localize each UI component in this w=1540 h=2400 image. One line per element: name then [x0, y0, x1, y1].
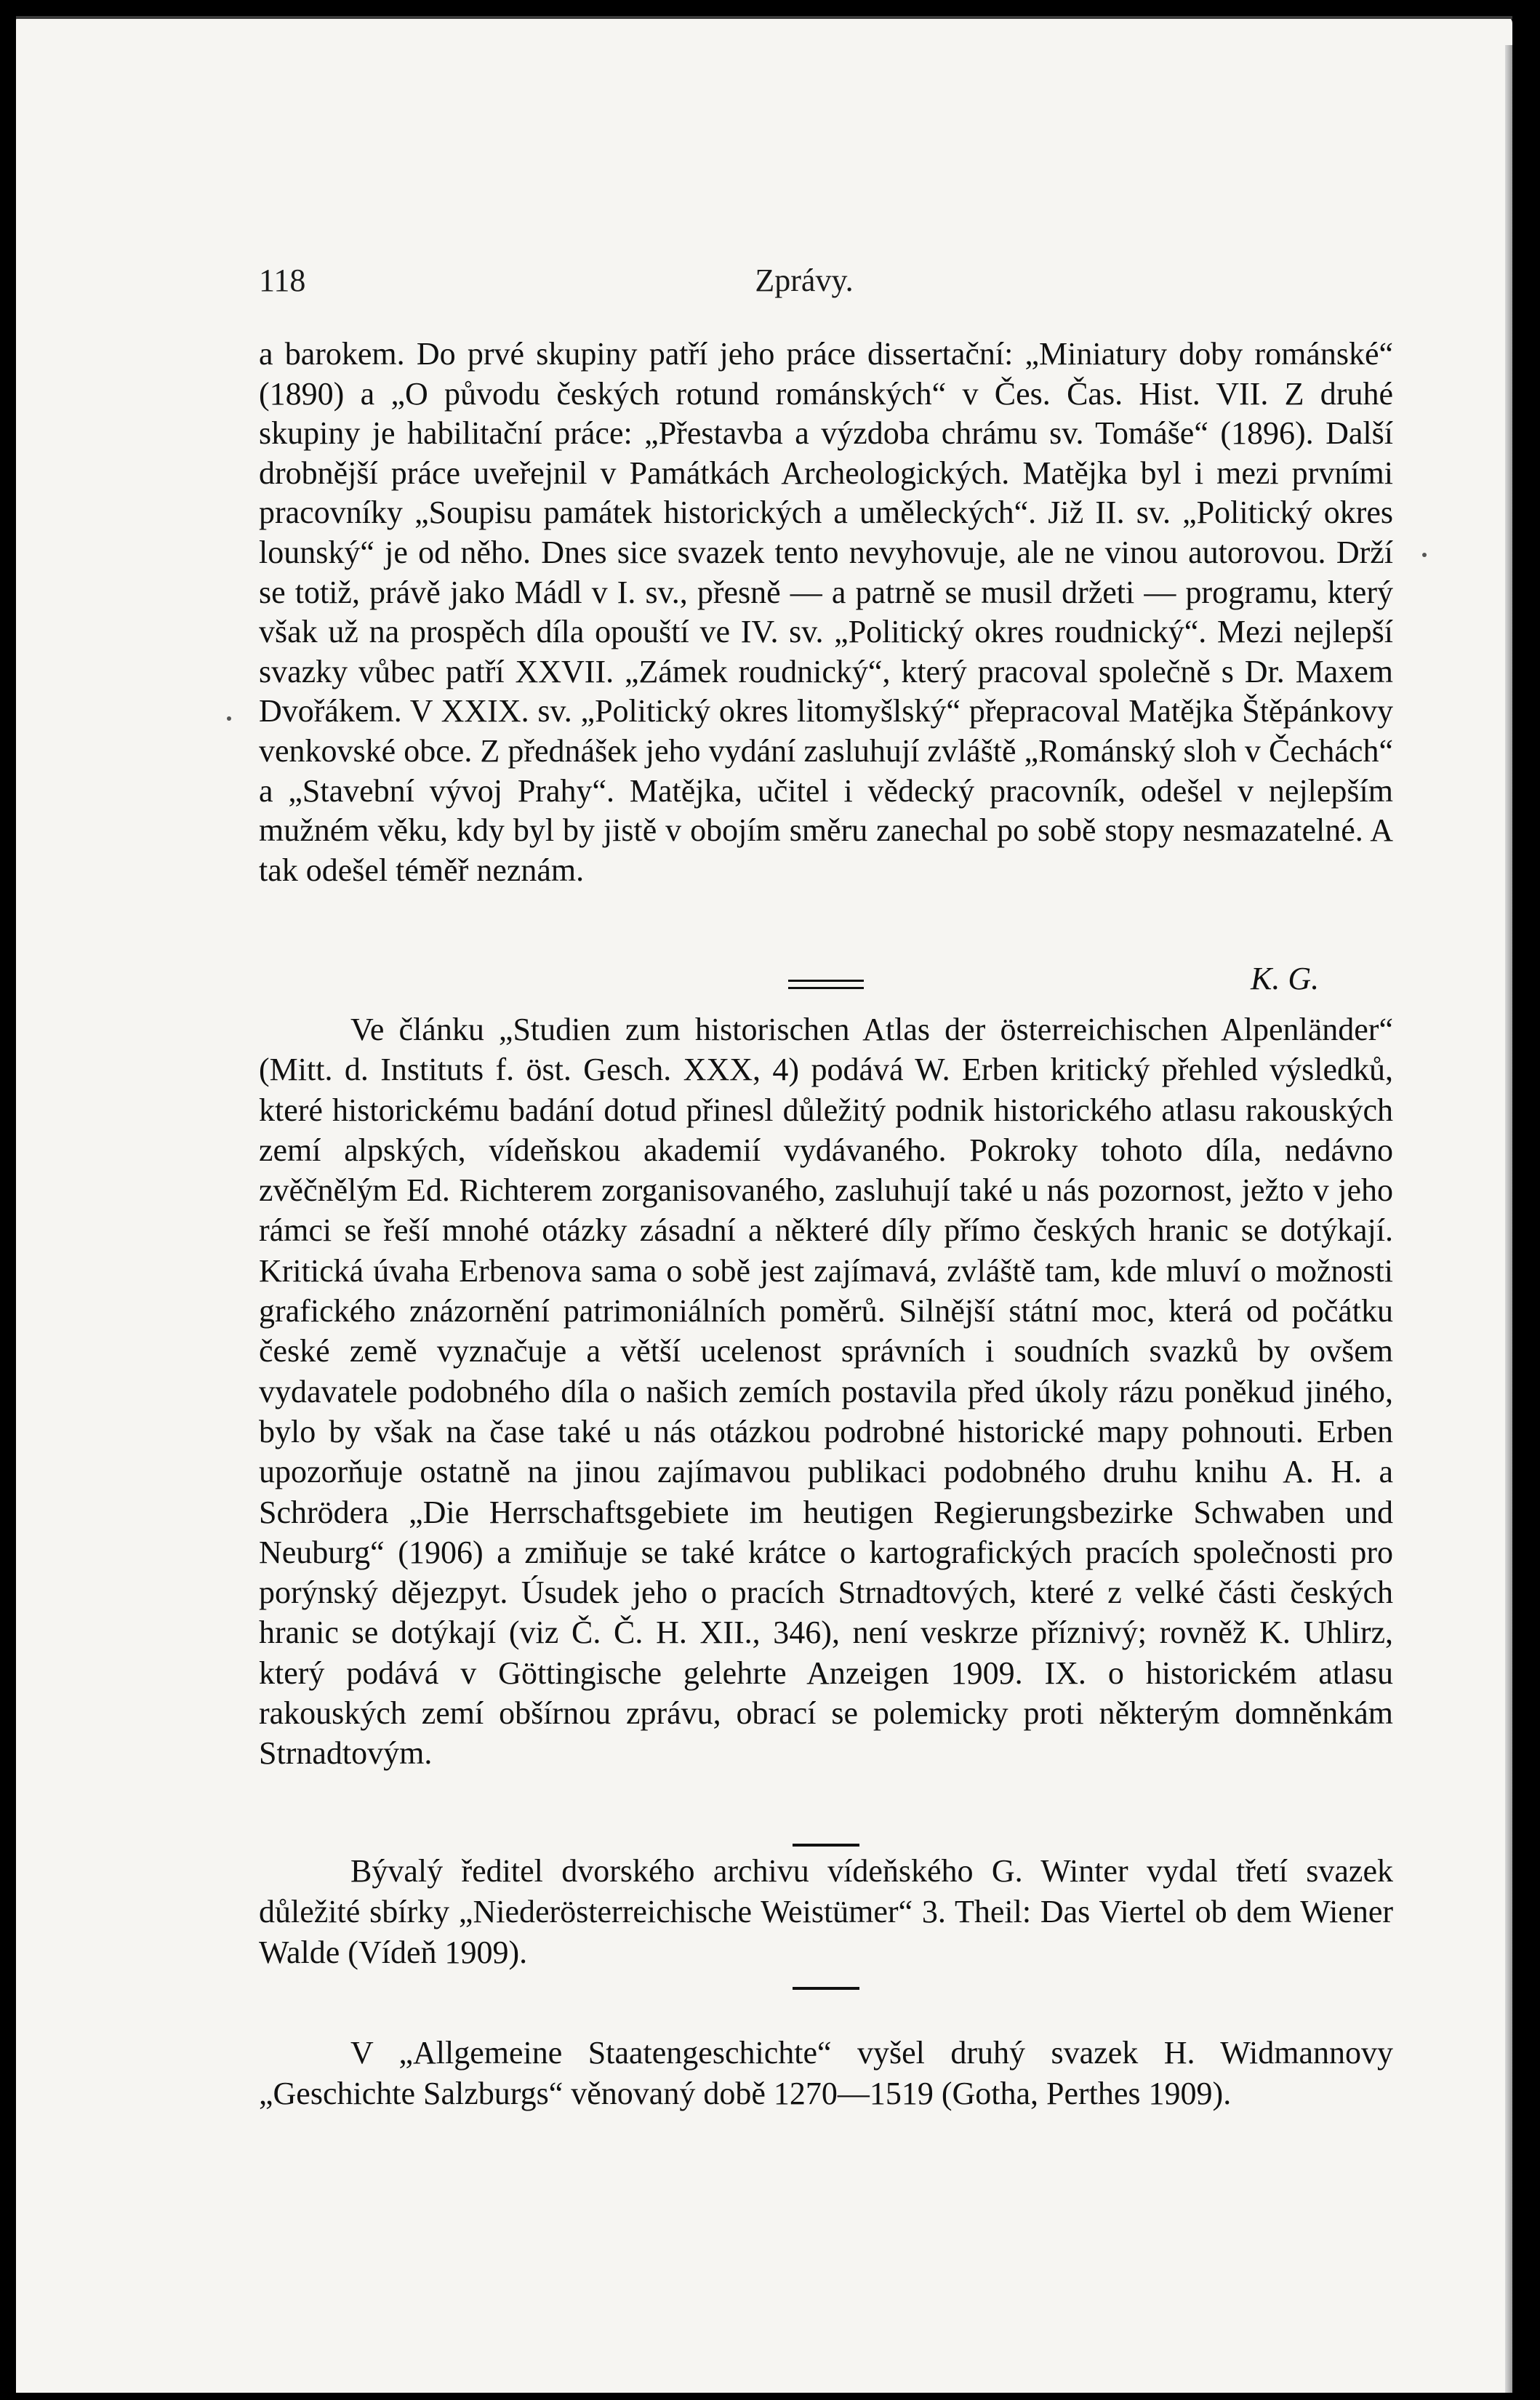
margin-speck-left	[227, 716, 231, 721]
paragraph-4: V „Allgemeine Staatengeschichte“ vyšel druhý svazek H. Widmannovy „Geschichte Salzburgs“ věnovaný době 1270—1519 (Gotha, Perthes 1909).	[259, 2035, 1393, 2111]
running-header	[259, 262, 1349, 298]
paragraph-atlas-review	[259, 1009, 1393, 1774]
double-rule-bottom	[788, 987, 864, 989]
section-title: Zprávy.	[755, 263, 854, 298]
paragraph-obituary	[259, 335, 1393, 890]
page-top-edge	[16, 16, 1512, 19]
paragraph-salzburg	[259, 2033, 1393, 2114]
separator-rule-1	[793, 1844, 859, 1847]
separator-rule-2	[793, 1987, 859, 1990]
double-rule-top	[788, 980, 864, 982]
author-signature: K. G.	[1251, 961, 1320, 996]
paragraph-3: Bývalý ředitel dvorského archivu vídeňského G. Winter vydal třetí svazek důležité sbírky „Niederösterreichische Weistümer“ 3. Theil: Das Viertel ob dem Wiener Walde (Vídeň 1909).	[259, 1853, 1393, 1970]
paragraph-weistumer	[259, 1851, 1393, 1972]
page-number: 118	[259, 263, 306, 298]
paragraph-1: a barokem. Do prvé skupiny patří jeho práce dissertační: „Miniatury doby románské“ (1890) a „O původu českých rotund románských“ v Čes. Čas. Hist. VII. Z druhé skupiny je habilitační práce: „Přestavba a výzdoba chrámu sv. Tomáše“ (1896). Další drobnější práce uveřejnil v Památkách Archeologických. Matějka byl i mezi prvními pracovníky „Soupisu památek historických a uměleckých“. Již II. sv. „Politický okres lounský“ je od něho. Dnes sice svazek tento nevyhovuje, ale ne vinou autorovou. Drží se totiž, právě jako Mádl v I. sv., přesně — a patrně se musil držeti — programu, který však už na prospěch díla opouští ve IV. sv. „Politický okres roudnický“. Mezi nejlepší svazky vůbec patří XXVII. „Zámek roudnický“, který pracoval společně s Dr. Maxem Dvořákem. V XXIX. sv. „Politický okres litomyšlský“ přepracoval Matějka Štěpánkovy venkovské obce. Z přednášek jeho vydání zasluhují zvláště „Románský sloh v Čechách“ a „Stavební vývoj Prahy“. Matějka, učitel i vědecký pracovník, odešel v nejlepším mužném věku, kdy byl by jistě v obojím směru zanechal po sobě stopy nesmazatelné. A tak odešel téměř neznám.	[259, 336, 1393, 888]
paragraph-2: Ve článku „Studien zum historischen Atlas der österreichischen Alpenländer“ (Mitt. d. Instituts f. öst. Gesch. XXX, 4) podává W. Erben kritický přehled výsledků, které historickému badání dotud přinesl důležitý podnik historického atlasu rakouských zemí alpských, vídeňskou akademií vydávaného. Pokroky tohoto díla, nedávno zvěčnělým Ed. Richterem zorganisovaného, zasluhují také u nás pozornost, ježto v jeho rámci se řeší mnohé otázky zásadní a některé díly přímo českých hranic se dotýkají. Kritická úvaha Erbenova sama o sobě jest zajímavá, zvláště tam, kde mluví o možnosti grafického znázornění patrimoniálních poměrů. Silnější státní moc, která od počátku české země vyznačuje a větší ucelenost správních i soudních svazků by ovšem vydavatele podobného díla o našich zemích postavila před úkoly rázu poněkud jiného, bylo by však na čase také u nás otázkou podrobné historické mapy pohnouti. Erben upozorňuje ostatně na jinou zajímavou publikaci podobného druhu knihu A. H. a Schrödera „Die Herrschaftsgebiete im heutigen Regierungsbezirke Schwaben und Neuburg“ (1906) a zmiňuje se také krátce o kartografických pracích společnosti pro porýnský dějezpyt. Úsudek jeho o pracích Strnadtových, které z velké části českých hranic se dotýkají (viz Č. Č. H. XII., 346), není veskrze příznivý; rovněž K. Uhlirz, který podává v Göttingische gelehrte Anzeigen 1909. IX. o historickém atlasu rakouských zemí obšírnou zprávu, obrací se polemicky proti některým domněnkám Strnadtovým.	[259, 1012, 1393, 1772]
margin-speck-right	[1422, 553, 1427, 557]
page-right-edge	[1505, 45, 1512, 2393]
